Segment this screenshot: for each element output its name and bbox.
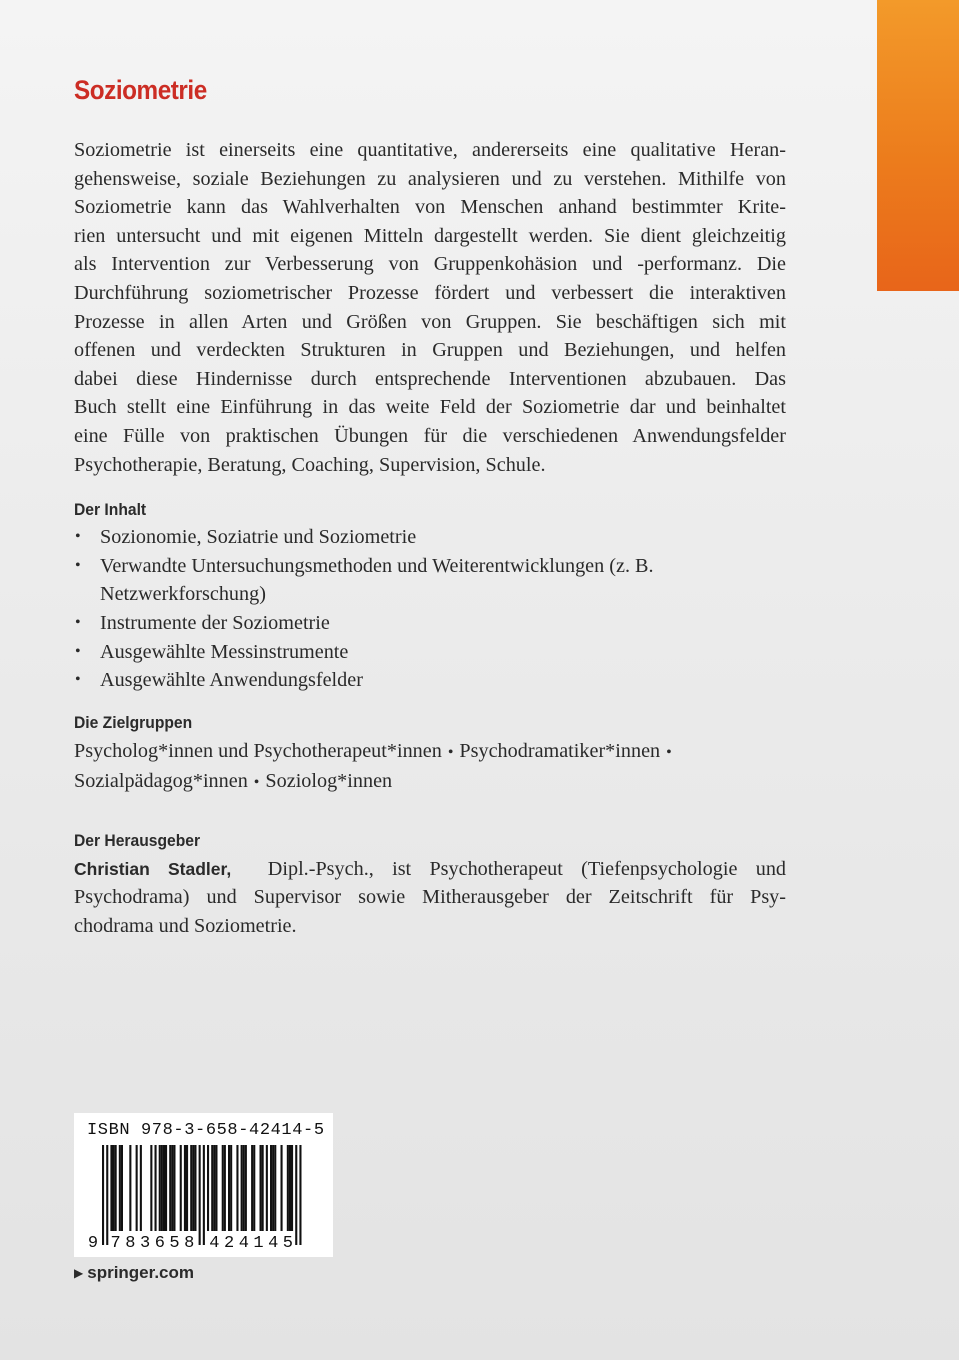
- barcode-digit: 4: [268, 1234, 279, 1253]
- barcode-bar: [230, 1145, 232, 1231]
- separator-dot: •: [447, 743, 454, 761]
- barcode-bar: [211, 1145, 213, 1231]
- intro-line: offenen und verdeckten Strukturen in Gruppen und Beziehungen, und helfen: [74, 339, 786, 362]
- back-cover-content: [74, 72, 786, 941]
- barcode-bar: [155, 1145, 157, 1231]
- barcode-digit: 4: [209, 1234, 220, 1253]
- intro-line: eine Fülle von praktischen Übungen für die verschiedenen Anwendungsfelder: [74, 424, 786, 447]
- barcode-bar: [228, 1145, 230, 1231]
- barcode-bar: [165, 1145, 167, 1231]
- barcode-bar: [272, 1145, 274, 1231]
- barcode-digit: 7: [110, 1234, 121, 1253]
- zielgruppen-text: [74, 737, 786, 798]
- intro-line: Psychotherapie, Beratung, Coaching, Supervision, Schule.: [74, 453, 546, 476]
- barcode-bar: [180, 1145, 182, 1231]
- barcode-bar: [194, 1145, 196, 1231]
- isbn-label: ISBN 978-3-658-42414-5: [87, 1121, 325, 1140]
- list-item: • Instrumente der Soziometrie: [74, 609, 786, 638]
- barcode-bar: [291, 1145, 293, 1231]
- book-title: Soziometrie: [74, 75, 207, 105]
- orange-edge-tab: [877, 0, 959, 291]
- barcode-bar: [102, 1145, 104, 1245]
- separator-dot: •: [253, 774, 260, 792]
- barcode-digit: 2: [223, 1234, 235, 1253]
- herausgeber-line: [74, 855, 786, 884]
- barcode-digit: 1: [253, 1234, 264, 1253]
- barcode-bar: [253, 1145, 255, 1231]
- barcode-bar: [140, 1145, 142, 1231]
- zielgruppen-heading: Die Zielgruppen: [74, 712, 193, 732]
- barcode-bar: [270, 1145, 272, 1231]
- barcode-bars: [74, 1143, 333, 1257]
- barcode-bar: [159, 1145, 161, 1231]
- barcode-bar: [199, 1145, 201, 1245]
- barcode-bar: [121, 1145, 123, 1231]
- barcode-bar: [173, 1145, 175, 1231]
- intro-paragraph: [74, 136, 786, 479]
- barcode-bar: [119, 1145, 121, 1231]
- intro-line: Buch stellt eine Einführung in das weite Feld der Soziometrie dar und beinhaltet: [74, 396, 786, 419]
- barcode-bar: [224, 1145, 226, 1231]
- intro-line: Soziometrie kann das Wahlverhalten von Menschen anhand bestimmter Krite-: [74, 196, 786, 219]
- barcode-digit: 4: [238, 1234, 249, 1253]
- barcode-bar: [163, 1145, 165, 1231]
- barcode-bar: [136, 1145, 138, 1231]
- barcode-bar: [266, 1145, 268, 1231]
- barcode-bar: [241, 1145, 243, 1231]
- barcode-bar: [110, 1145, 112, 1231]
- intro-line: gehensweise, soziale Beziehungen zu analysieren und zu verstehen. Mithilfe von: [74, 167, 786, 190]
- barcode-digit: 8: [125, 1234, 136, 1253]
- barcode-digit: 6: [154, 1234, 165, 1253]
- barcode-bar: [245, 1145, 247, 1231]
- publisher-link[interactable]: [74, 1262, 194, 1284]
- barcode-bar: [115, 1145, 117, 1231]
- list-item: • Sozionomie, Soziatrie und Soziometrie: [74, 523, 786, 552]
- herausgeber-text: [74, 855, 786, 941]
- barcode-bar: [106, 1145, 108, 1245]
- barcode-digit: 8: [184, 1234, 195, 1253]
- editor-bio-start: Dipl.-Psych., ist Psychotherapeut (Tiefenpsychologie und: [267, 857, 787, 880]
- barcode-bar: [113, 1145, 115, 1231]
- barcode-digit: 5: [169, 1234, 180, 1253]
- barcode-bar: [190, 1145, 192, 1231]
- barcode-bar: [274, 1145, 276, 1231]
- barcode-bar: [161, 1145, 163, 1231]
- barcode-bar: [260, 1145, 262, 1231]
- intro-line: als Intervention zur Verbesserung von Gruppenkohäsion und -performanz. Die: [74, 253, 786, 276]
- barcode-bar: [171, 1145, 173, 1231]
- intro-line: dabei diese Hindernisse durch entsprechende Interventionen abzubauen. Das: [74, 367, 786, 390]
- isbn-barcode: [74, 1113, 333, 1257]
- list-item: • Ausgewählte Anwendungsfelder: [74, 666, 786, 695]
- inhalt-heading: Der Inhalt: [74, 500, 147, 520]
- intro-line: Soziometrie ist einerseits eine quantitative, andererseits eine qualitative Heran-: [74, 139, 786, 161]
- herausgeber-heading: Der Herausgeber: [74, 830, 201, 850]
- barcode-bar: [251, 1145, 253, 1231]
- barcode-bar: [184, 1145, 186, 1231]
- barcode-bar: [262, 1145, 264, 1231]
- inhalt-list: [74, 523, 786, 695]
- barcode-bar: [215, 1145, 217, 1231]
- publisher-url: springer.com: [87, 1263, 194, 1282]
- barcode-bar: [129, 1145, 131, 1231]
- list-item: • Verwandte Untersuchungsmethoden und Weiterentwicklungen (z. B. Netzwerkforschung): [74, 552, 786, 609]
- barcode-bar: [281, 1145, 283, 1231]
- barcode-bar: [213, 1145, 215, 1231]
- barcode-digit: 5: [282, 1234, 293, 1253]
- barcode-digit: 3: [139, 1234, 151, 1253]
- zielgruppe: Sozialpädagog*innen: [74, 770, 248, 793]
- barcode-bar: [150, 1145, 152, 1231]
- separator-dot: •: [666, 743, 672, 761]
- barcode-bar: [243, 1145, 245, 1231]
- barcode-bar: [222, 1145, 224, 1231]
- barcode-bar: [169, 1145, 171, 1231]
- zielgruppe: Soziolog*innen: [265, 770, 393, 793]
- intro-line: Prozesse in allen Arten und Größen von Gruppen. Sie beschäftigen sich mit: [74, 310, 786, 333]
- barcode-bar: [192, 1145, 194, 1231]
- zielgruppe: Psycholog*innen und Psychotherapeut*innen: [74, 739, 442, 762]
- barcode-digit: 9: [87, 1234, 99, 1253]
- arrow-right-icon: ▶: [74, 1266, 84, 1280]
- barcode-bar: [287, 1145, 289, 1231]
- barcode-bar: [289, 1145, 291, 1231]
- herausgeber-line: Psychodrama) und Supervisor sowie Mitherausgeber der Zeitschrift für Psy-: [74, 886, 786, 909]
- list-item: • Ausgewählte Messinstrumente: [74, 638, 786, 667]
- editor-name: Christian Stadler,: [74, 858, 232, 879]
- barcode-bar: [295, 1145, 297, 1245]
- barcode-bar: [299, 1145, 301, 1245]
- barcode-bar: [236, 1145, 238, 1231]
- barcode-bar: [186, 1145, 188, 1231]
- zielgruppe: Psychodramatiker*innen: [459, 739, 661, 762]
- herausgeber-line: chodrama und Soziometrie.: [74, 915, 297, 938]
- barcode-bar: [207, 1145, 209, 1231]
- barcode-bar: [203, 1145, 205, 1245]
- intro-line: rien untersucht und mit eigenen Mitteln dargestellt werden. Sie dient gleichzeitig: [74, 224, 786, 247]
- intro-line: Durchführung soziometrischer Prozesse fördert und verbessert die interaktiven: [74, 281, 786, 304]
